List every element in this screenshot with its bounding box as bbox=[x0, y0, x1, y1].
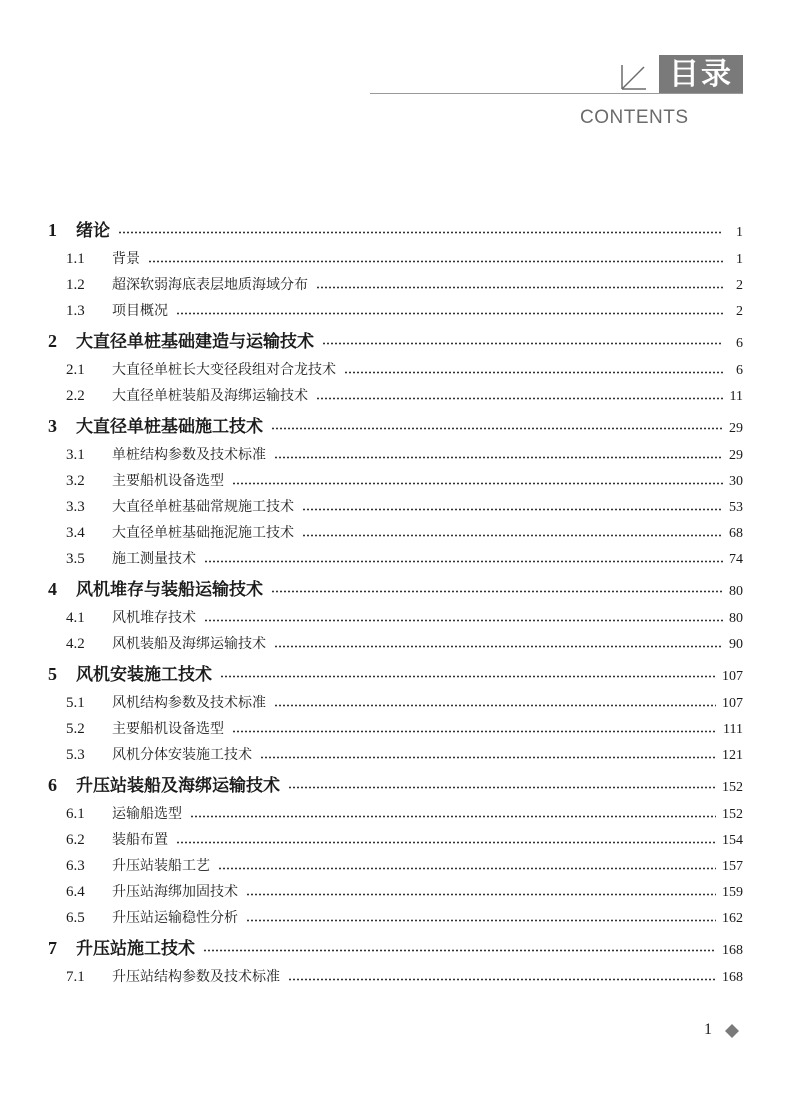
chapter-number: 6 bbox=[48, 775, 57, 795]
page-title: 目录 bbox=[659, 55, 743, 94]
section-number: 6.2 bbox=[66, 832, 85, 848]
section-page: 111 bbox=[723, 722, 743, 737]
section-number: 6.1 bbox=[66, 806, 85, 822]
section-number: 1.2 bbox=[66, 277, 85, 293]
toc-section-row[interactable] bbox=[48, 879, 743, 905]
section-title: 大直径单桩基础常规施工技术 bbox=[112, 499, 294, 515]
dot-leader bbox=[271, 427, 723, 430]
chapter-page: 29 bbox=[729, 421, 743, 436]
toc-section-row[interactable] bbox=[48, 631, 743, 657]
chapter-page: 107 bbox=[722, 669, 743, 684]
dot-leader bbox=[288, 978, 716, 981]
toc-chapter-row[interactable] bbox=[48, 573, 743, 605]
dot-leader bbox=[190, 815, 716, 818]
dot-leader bbox=[232, 482, 723, 485]
toc-section-row[interactable] bbox=[48, 690, 743, 716]
toc-section-row[interactable] bbox=[48, 801, 743, 827]
chapter-title: 升压站装船及海绑运输技术 bbox=[76, 776, 280, 796]
dot-leader bbox=[176, 841, 716, 844]
chapter-title: 升压站施工技术 bbox=[76, 939, 195, 959]
toc-section-row[interactable] bbox=[48, 272, 743, 298]
dot-leader bbox=[271, 590, 723, 593]
chapter-page: 168 bbox=[722, 943, 743, 958]
chapter-number: 4 bbox=[48, 579, 57, 599]
dot-leader bbox=[322, 342, 723, 345]
toc-section-row[interactable] bbox=[48, 716, 743, 742]
dot-leader bbox=[274, 704, 716, 707]
dot-leader bbox=[176, 312, 723, 315]
toc-section-row[interactable] bbox=[48, 246, 743, 272]
dot-leader bbox=[274, 645, 723, 648]
corner-arrow-icon bbox=[618, 62, 648, 92]
section-page: 30 bbox=[729, 474, 743, 489]
toc-section-row[interactable] bbox=[48, 853, 743, 879]
toc-chapter-row[interactable] bbox=[48, 658, 743, 690]
section-number: 6.5 bbox=[66, 910, 85, 926]
dot-leader bbox=[288, 786, 716, 789]
section-number: 6.4 bbox=[66, 884, 85, 900]
section-number: 3.3 bbox=[66, 499, 85, 515]
dot-leader bbox=[232, 730, 717, 733]
section-title: 背景 bbox=[112, 251, 140, 267]
section-title: 风机分体安装施工技术 bbox=[112, 747, 252, 763]
diamond-icon bbox=[725, 1024, 739, 1038]
section-title: 运输船选型 bbox=[112, 806, 182, 822]
dot-leader bbox=[274, 456, 723, 459]
dot-leader bbox=[204, 619, 723, 622]
section-page: 152 bbox=[722, 807, 743, 822]
chapter-number: 5 bbox=[48, 664, 57, 684]
toc-section-row[interactable] bbox=[48, 383, 743, 409]
section-title: 升压站海绑加固技术 bbox=[112, 884, 238, 900]
section-title: 主要船机设备选型 bbox=[112, 473, 224, 489]
section-page: 90 bbox=[729, 637, 743, 652]
section-number: 3.5 bbox=[66, 551, 85, 567]
section-title: 升压站装船工艺 bbox=[112, 858, 210, 874]
section-number: 1.3 bbox=[66, 303, 85, 319]
section-title: 大直径单桩装船及海绑运输技术 bbox=[112, 388, 308, 404]
section-title: 升压站结构参数及技术标准 bbox=[112, 969, 280, 985]
section-number: 5.2 bbox=[66, 721, 85, 737]
dot-leader bbox=[260, 756, 716, 759]
dot-leader bbox=[246, 893, 716, 896]
page-subtitle: CONTENTS bbox=[580, 107, 689, 128]
section-number: 4.2 bbox=[66, 636, 85, 652]
section-page: 107 bbox=[722, 696, 743, 711]
section-number: 6.3 bbox=[66, 858, 85, 874]
toc-chapter-row[interactable] bbox=[48, 769, 743, 801]
section-number: 3.1 bbox=[66, 447, 85, 463]
dot-leader bbox=[302, 508, 723, 511]
section-page: 6 bbox=[736, 363, 743, 378]
toc-section-row[interactable] bbox=[48, 468, 743, 494]
chapter-number: 3 bbox=[48, 416, 57, 436]
section-title: 风机堆存技术 bbox=[112, 610, 196, 626]
section-number: 2.1 bbox=[66, 362, 85, 378]
section-page: 154 bbox=[722, 833, 743, 848]
section-page: 68 bbox=[729, 526, 743, 541]
section-title: 大直径单桩长大变径段组对合龙技术 bbox=[112, 362, 336, 378]
dot-leader bbox=[118, 231, 723, 234]
chapter-page: 152 bbox=[722, 780, 743, 795]
section-number: 1.1 bbox=[66, 251, 85, 267]
chapter-title: 大直径单桩基础建造与运输技术 bbox=[76, 332, 314, 352]
header-divider bbox=[370, 93, 743, 94]
chapter-title: 绪论 bbox=[76, 221, 110, 241]
chapter-number: 2 bbox=[48, 331, 57, 351]
toc-section-row[interactable] bbox=[48, 605, 743, 631]
toc-section-row[interactable] bbox=[48, 520, 743, 546]
section-number: 7.1 bbox=[66, 969, 85, 985]
section-number: 5.1 bbox=[66, 695, 85, 711]
section-page: 157 bbox=[722, 859, 743, 874]
section-title: 大直径单桩基础拖泥施工技术 bbox=[112, 525, 294, 541]
dot-leader bbox=[218, 867, 716, 870]
chapter-page: 1 bbox=[736, 225, 743, 240]
section-title: 项目概况 bbox=[112, 303, 168, 319]
dot-leader bbox=[246, 919, 716, 922]
dot-leader bbox=[316, 397, 723, 400]
toc-section-row[interactable] bbox=[48, 742, 743, 768]
toc-section-row[interactable] bbox=[48, 546, 743, 572]
section-title: 主要船机设备选型 bbox=[112, 721, 224, 737]
chapter-number: 1 bbox=[48, 220, 57, 240]
section-title: 风机装船及海绑运输技术 bbox=[112, 636, 266, 652]
section-page: 2 bbox=[736, 278, 743, 293]
toc-section-row[interactable] bbox=[48, 298, 743, 324]
section-page: 121 bbox=[722, 748, 743, 763]
table-of-contents bbox=[48, 213, 743, 990]
section-title: 风机结构参数及技术标准 bbox=[112, 695, 266, 711]
chapter-page: 80 bbox=[729, 584, 743, 599]
dot-leader bbox=[316, 286, 723, 289]
dot-leader bbox=[344, 371, 723, 374]
section-title: 施工测量技术 bbox=[112, 551, 196, 567]
chapter-title: 大直径单桩基础施工技术 bbox=[76, 417, 263, 437]
section-page: 168 bbox=[722, 970, 743, 985]
toc-chapter-row[interactable] bbox=[48, 214, 743, 246]
section-page: 53 bbox=[729, 500, 743, 515]
dot-leader bbox=[220, 675, 716, 678]
chapter-title: 风机安装施工技术 bbox=[76, 665, 212, 685]
section-page: 29 bbox=[729, 448, 743, 463]
page-header bbox=[0, 0, 790, 140]
toc-section-row[interactable] bbox=[48, 964, 743, 990]
section-number: 3.2 bbox=[66, 473, 85, 489]
section-page: 11 bbox=[729, 389, 743, 404]
section-page: 159 bbox=[722, 885, 743, 900]
dot-leader bbox=[148, 260, 723, 263]
toc-section-row[interactable] bbox=[48, 827, 743, 853]
section-title: 装船布置 bbox=[112, 832, 168, 848]
section-title: 超深软弱海底表层地质海域分布 bbox=[112, 277, 308, 293]
toc-section-row[interactable] bbox=[48, 905, 743, 931]
section-title: 升压站运输稳性分析 bbox=[112, 910, 238, 926]
section-page: 1 bbox=[736, 252, 743, 267]
toc-section-row[interactable] bbox=[48, 357, 743, 383]
toc-chapter-row[interactable] bbox=[48, 932, 743, 964]
section-page: 74 bbox=[729, 552, 743, 567]
section-number: 5.3 bbox=[66, 747, 85, 763]
page-number: 1 bbox=[704, 1021, 712, 1038]
dot-leader bbox=[203, 949, 716, 952]
chapter-number: 7 bbox=[48, 938, 57, 958]
toc-section-row[interactable] bbox=[48, 494, 743, 520]
toc-section-row[interactable] bbox=[48, 442, 743, 468]
section-number: 4.1 bbox=[66, 610, 85, 626]
section-page: 162 bbox=[722, 911, 743, 926]
toc-chapter-row[interactable] bbox=[48, 410, 743, 442]
dot-leader bbox=[204, 560, 723, 563]
toc-chapter-row[interactable] bbox=[48, 325, 743, 357]
chapter-title: 风机堆存与装船运输技术 bbox=[76, 580, 263, 600]
section-page: 80 bbox=[729, 611, 743, 626]
dot-leader bbox=[302, 534, 723, 537]
section-title: 单桩结构参数及技术标准 bbox=[112, 447, 266, 463]
chapter-page: 6 bbox=[736, 336, 743, 351]
section-number: 3.4 bbox=[66, 525, 85, 541]
section-page: 2 bbox=[736, 304, 743, 319]
section-number: 2.2 bbox=[66, 388, 85, 404]
